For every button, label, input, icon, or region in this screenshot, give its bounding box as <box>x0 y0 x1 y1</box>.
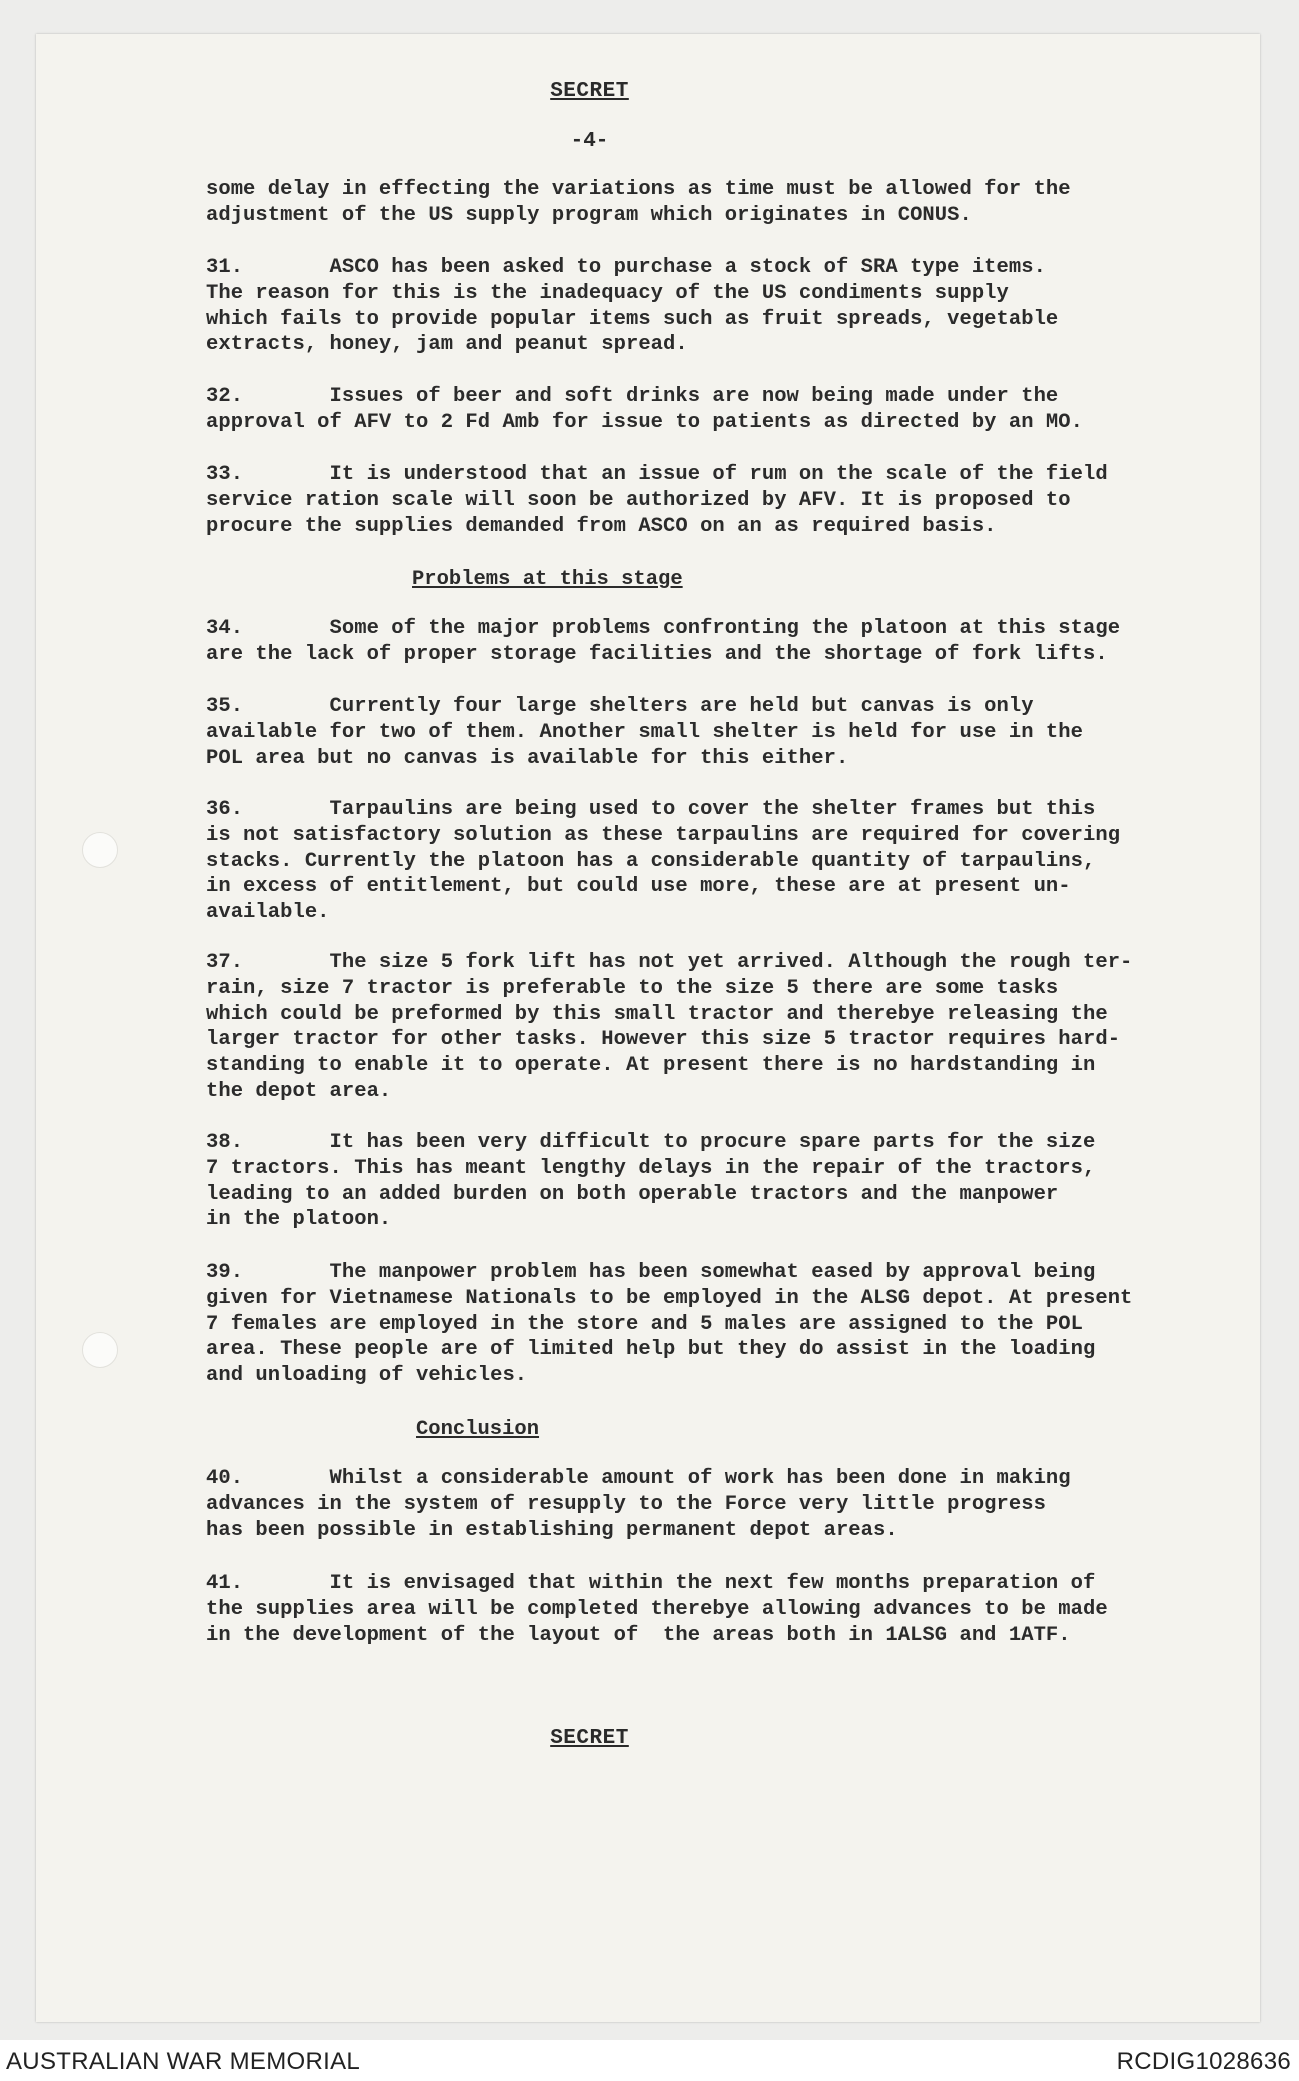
paragraph-39: 39. The manpower problem has been somewhat eased by approval being given for Vietnamese Nationals to be employed in the ALSG depot. At present 7 females are employed in the store and 5 males are assigned to the POL area. These people are of limited help but they do assist in the loading and unloading of vehicles. <box>206 1261 1133 1388</box>
paragraph-37: 37. The size 5 fork lift has not yet arrived. Although the rough ter- rain, size 7 tractor is preferable to the size 5 there are some tasks which could be preformed by this small tractor and therebye releasing the larger tractor for other tasks. However this size 5 tractor requires hard- standing to enable it to operate. At present there is no hardstanding in the depot area. <box>206 951 1133 1103</box>
paragraph-32: 32. Issues of beer and soft drinks are now being made under the approval of AFV to 2 Fd Amb for issue to patients as directed by an MO. <box>206 385 1083 434</box>
heading-conclusion: Conclusion <box>416 1418 540 1441</box>
heading-problems: Problems at this stage <box>412 568 683 591</box>
archive-institution: AUSTRALIAN WAR MEMORIAL <box>6 2048 361 2075</box>
paragraph-31: 31. ASCO has been asked to purchase a stock of SRA type items. The reason for this is the inadequacy of the US condiments supply which fails to provide popular items such as fruit spreads, vegetable extracts, honey, jam and peanut spread. <box>206 256 1059 357</box>
paragraph-continuation: some delay in effecting the variations as time must be allowed for the adjustment of the US supply program which originates in CONUS. <box>206 178 1071 227</box>
paragraph-40: 40. Whilst a considerable amount of work has been done in making advances in the system of resupply to the Force very little progress has been possible in establishing permanent depot areas. <box>206 1467 1071 1542</box>
paragraph-41: 41. It is envisaged that within the next few months preparation of the supplies area will be completed therebye allowing advances to be made in the development of the layout of the areas both in 1ALSG and 1ATF. <box>206 1572 1108 1647</box>
paragraph-38: 38. It has been very difficult to procure spare parts for the size 7 tractors. This has meant lengthy delays in the repair of the tractors, leading to an added burden on both operable tractors and the manpower in the platoon. <box>206 1131 1096 1232</box>
punch-hole-lower <box>82 1332 118 1368</box>
classification-footer: SECRET <box>550 1727 629 1750</box>
archive-catalogue-id: RCDIG1028636 <box>1116 2048 1291 2075</box>
page-number: -4- <box>570 130 609 153</box>
paragraph-36: 36. Tarpaulins are being used to cover the shelter frames but this is not satisfactory solution as these tarpaulins are required for covering stacks. Currently the platoon has a considerable quantity of tarpaulins, in excess of entitlement, but could use more, these are at present un- available. <box>206 798 1121 925</box>
paragraph-35: 35. Currently four large shelters are held but canvas is only available for two of them. Another small shelter is held for use in the POL area but no canvas is available for this either. <box>206 695 1083 770</box>
paragraph-33: 33. It is understood that an issue of rum on the scale of the field service ration scale will soon be authorized by AFV. It is proposed to procure the supplies demanded from ASCO on an as required basis. <box>206 463 1108 538</box>
punch-hole-upper <box>82 832 118 868</box>
classification-header: SECRET <box>550 80 629 103</box>
paragraph-34: 34. Some of the major problems confronting the platoon at this stage are the lack of proper storage facilities and the shortage of fork lifts. <box>206 617 1121 666</box>
